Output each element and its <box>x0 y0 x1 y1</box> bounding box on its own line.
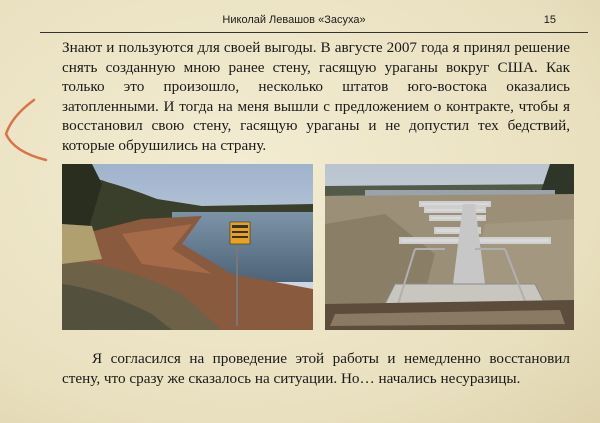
page-number: 15 <box>543 14 556 26</box>
margin-bracket-mark <box>0 96 50 166</box>
photo-docks-dry-lakebed <box>325 164 574 330</box>
header-title: Николай Левашов «Засуха» <box>222 14 366 26</box>
page-header <box>40 12 588 33</box>
paragraph-second: Я согласился на проведение этой работы и немедленно восстановил стену, что сразу же сказалось на ситуации. Но… начались несуразицы. <box>62 350 570 387</box>
photo-dry-reservoir-shore <box>62 164 313 330</box>
paragraph-first: Знают и пользуются для своей выгоды. В августе 2007 года я принял решение снять созданную мною ранее стену, гасящую ураганы вокруг США. Как только это произошло, несколько штатов юго-востока оказались затопленными. И тогда на меня вышли с предложением о контракте, чтобы я восстановил свою стену, гасящую ураганы и не допустил тех бедствий, которые обрушились на страну. <box>62 39 570 154</box>
